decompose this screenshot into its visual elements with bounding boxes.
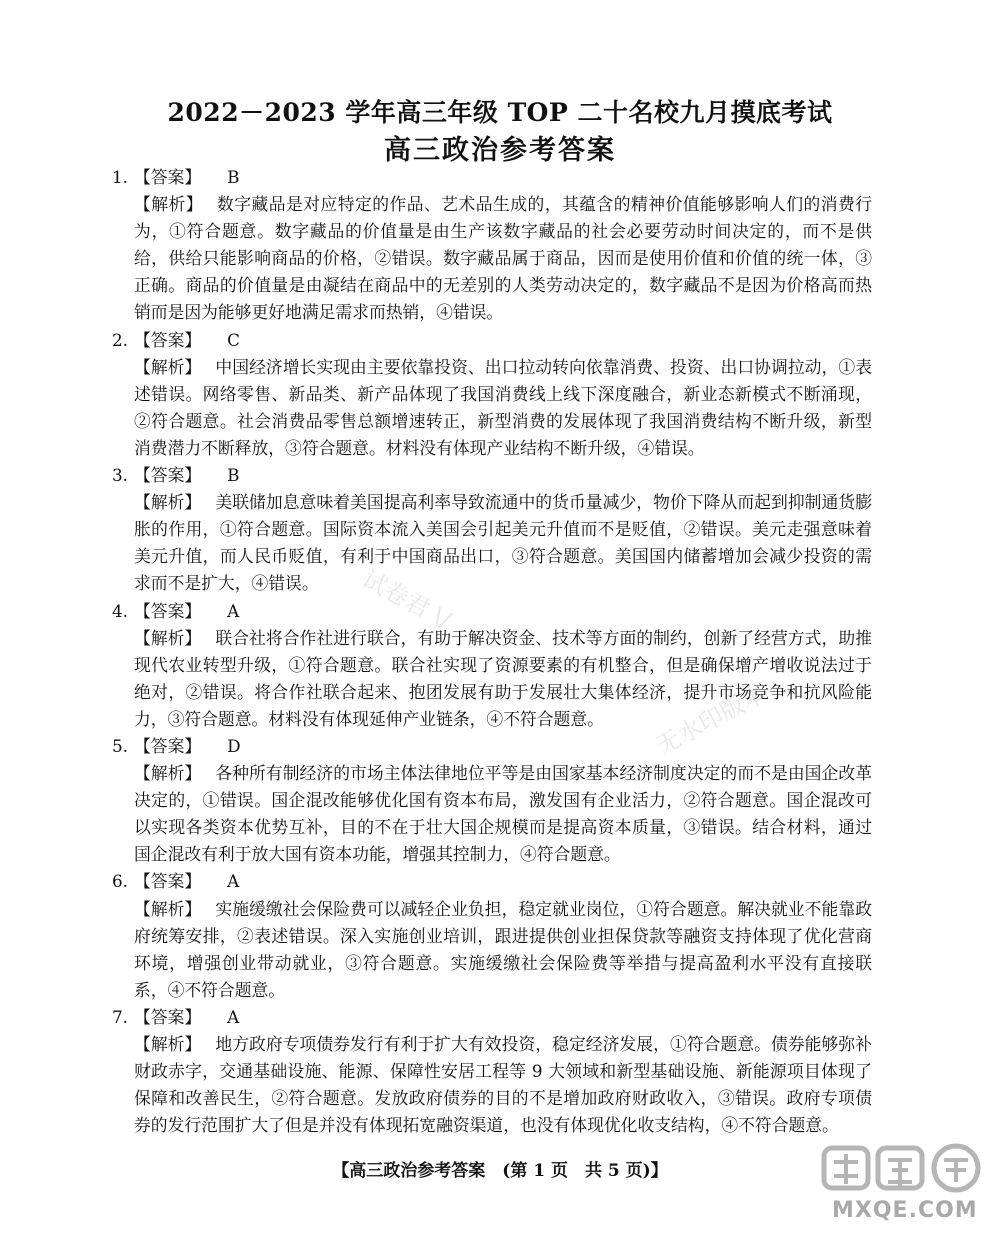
question-number: 7. xyxy=(112,1006,129,1027)
explanation-paragraph xyxy=(112,760,872,868)
question-number: 6. xyxy=(112,871,129,892)
answer-line xyxy=(112,327,872,354)
explanation-label: 【解析】 xyxy=(134,763,202,784)
answer-line xyxy=(112,733,872,760)
answer-line xyxy=(112,1004,872,1031)
explanation-text: 各种所有制经济的市场主体法律地位平等是由国家基本经济制度决定的而不是由国企改革决定的，①错误。国企混改能够优化国有资本布局，激发国有企业活力，②符合题意。国企混改可以实现各类资本优势互补，目的不在于壮大国企规模而是提高资本质量，③错误。结合材料，通过国企混改有利于放大国有资本功能，增强其控制力，④符合题意。 xyxy=(134,763,872,865)
answer-value: B xyxy=(227,465,240,486)
explanation-label: 【解析】 xyxy=(134,492,202,513)
explanation-text: 地方政府专项债券发行有利于扩大有效投资，稳定经济发展，①符合题意。债券能够弥补财政赤字，交通基础设施、能源、保障性安居工程等 9 大领域和新型基础设施、新能源项目体现了保障和改善民生，②符合题意。发放政府债券的目的不是增加政府财政收入，③错误。政府专项债券的发行范围扩大了但是并没有体现拓宽融资渠道，也没有体现优化收支结构，④不符合题意。 xyxy=(134,1034,872,1136)
answer-value: A xyxy=(227,871,240,892)
watermark-text-left: 试卷君 \/ xyxy=(357,564,456,635)
answer-value: B xyxy=(227,167,240,187)
explanation-label: 【解析】 xyxy=(134,898,202,919)
explanation-text: 数字藏品是对应特定的作品、艺术品生成的，其蕴含的精神价值能够影响人们的消费行为，①符合题意。数字藏品的价值量是由生产该数字藏品的社会必要劳动时间决定的，而不是供给，供给只能影响商品的价格，②错误。数字藏品属于商品，因而是使用价值和价值的统一体，③正确。商品的价值量是由凝结在商品中的无差别的人类劳动决定的，数字藏品不是因为价格高而热销而是因为能够更好地满足需求而热销，④错误。 xyxy=(134,194,872,323)
answer-line xyxy=(112,164,872,191)
explanation-paragraph xyxy=(112,354,872,462)
question-number: 1. xyxy=(112,167,129,187)
explanation-label: 【解析】 xyxy=(134,194,203,215)
site-logo xyxy=(820,1140,990,1230)
explanation-text: 实施缓缴社会保险费可以减轻企业负担，稳定就业岗位，①符合题意。解决就业不能靠政府统筹安排，②表述错误。深入实施创业培训，跟进提供创业担保贷款等融资支持体现了优化营商环境，增强创业带动就业，③符合题意。实施缓缴社会保险费等举措与提高盈利水平没有直接联系，④不符合题意。 xyxy=(134,898,872,1000)
answer-label: 【答案】 xyxy=(134,600,202,621)
answer-label: 【答案】 xyxy=(134,871,202,892)
logo-mark-icon xyxy=(820,1140,990,1195)
answer-value: D xyxy=(227,735,241,756)
explanation-paragraph xyxy=(112,489,872,597)
watermark-text-right: 无水印版本 xyxy=(651,679,771,761)
explanation-paragraph xyxy=(112,625,872,733)
question-number: 3. xyxy=(112,465,129,486)
answer-line xyxy=(112,598,872,625)
explanation-label: 【解析】 xyxy=(134,627,202,648)
question-number: 5. xyxy=(112,735,129,756)
page-footer: 【高三政治参考答案 (第 1 页 共 5 页)】 xyxy=(332,1161,668,1181)
explanation-text: 中国经济增长实现由主要依靠投资、出口拉动转向依靠消费、投资、出口协调拉动，①表述错误。网络零售、新品类、新产品体现了我国消费线上线下深度融合，新业态新模式不断涌现，②符合题意。社会消费品零售总额增速转正，新型消费的发展体现了我国消费结构不断升级，新型消费潜力不断释放，③符合题意。材料没有体现产业结构不断升级，④错误。 xyxy=(134,356,872,458)
question-number: 4. xyxy=(112,600,129,621)
answer-line xyxy=(112,462,872,489)
question-number: 2. xyxy=(112,329,129,350)
answer-label: 【答案】 xyxy=(134,1006,202,1027)
question-block xyxy=(112,1004,872,1139)
answer-value: A xyxy=(227,1006,240,1027)
question-block xyxy=(112,462,872,597)
explanation-text: 联合社将合作社进行联合，有助于解决资金、技术等方面的制约，创新了经营方式，助推现代农业转型升级，①符合题意。联合社实现了资源要素的有机整合，但是确保增产增收说法过于绝对，②错误。将合作社联合起来、抱团发展有助于发展壮大集体经济，提升市场竞争和抗风险能力，③符合题意。材料没有体现延伸产业链条，④不符合题意。 xyxy=(134,627,872,729)
logo-url-text: MXQE.COM xyxy=(832,1198,978,1223)
answer-label: 【答案】 xyxy=(134,735,202,756)
answer-value: C xyxy=(227,329,240,350)
explanation-label: 【解析】 xyxy=(134,356,202,377)
explanation-paragraph xyxy=(112,191,872,326)
answer-label: 【答案】 xyxy=(134,329,202,350)
question-block xyxy=(112,733,872,868)
explanation-paragraph xyxy=(112,1031,872,1139)
explanation-label: 【解析】 xyxy=(134,1034,202,1054)
answer-label: 【答案】 xyxy=(134,167,202,187)
answer-value: A xyxy=(227,600,240,621)
exam-title: 2022－2023 学年高三年级 TOP 二十名校九月摸底考试 xyxy=(167,98,833,127)
question-block xyxy=(112,164,872,327)
explanation-text: 美联储加息意味着美国提高利率导致流通中的货币量减少，物价下降从而起到抑制通货膨胀的作用，①符合题意。国际资本流入美国会引起美元升值而不是贬值，②错误。美元走强意味着美元升值，而人民币贬值，有利于中国商品出口，③符合题意。美国国内储蓄增加会减少投资的需求而不是扩大，④错误。 xyxy=(134,492,872,594)
answer-label: 【答案】 xyxy=(134,465,202,486)
answer-list xyxy=(112,164,872,1139)
question-block xyxy=(112,868,872,1003)
answer-key-title: 高三政治参考答案 xyxy=(384,135,616,166)
answer-line xyxy=(112,868,872,895)
question-block xyxy=(112,327,872,462)
question-block xyxy=(112,598,872,733)
explanation-paragraph xyxy=(112,896,872,1004)
